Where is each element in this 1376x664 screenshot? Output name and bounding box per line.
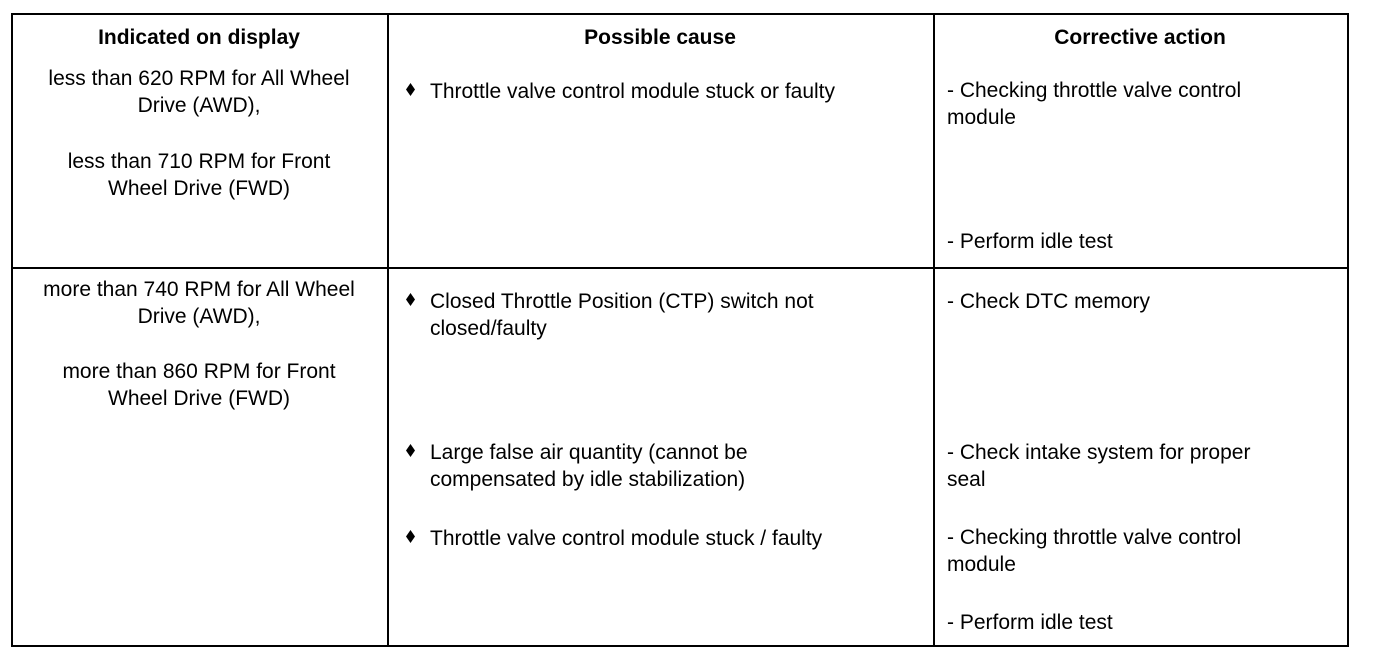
row2-action-3-line2: module bbox=[947, 553, 1016, 576]
row2-indicated-fwd-line1: more than 860 RPM for Front bbox=[62, 360, 336, 383]
row1-action-2: - Perform idle test bbox=[947, 230, 1113, 253]
row2-action-2-line1: - Check intake system for proper bbox=[947, 441, 1251, 464]
row2-cause-2-line1: Large false air quantity (cannot be bbox=[430, 441, 748, 464]
column-divider-2 bbox=[933, 15, 935, 645]
diamond-bullet-icon bbox=[406, 293, 415, 306]
row1-indicated-fwd-line1: less than 710 RPM for Front bbox=[67, 150, 331, 173]
row1-action-1-line1: - Checking throttle valve control bbox=[947, 79, 1242, 102]
row2-cause-1-line1: Closed Throttle Position (CTP) switch not bbox=[430, 290, 814, 313]
row2-indicated-fwd-line2: Wheel Drive (FWD) bbox=[108, 387, 290, 410]
row1-indicated-awd-line1: less than 620 RPM for All Wheel bbox=[48, 67, 350, 90]
row2-cause-1-line2: closed/faulty bbox=[430, 317, 547, 340]
row1-cause-1: Throttle valve control module stuck or faulty bbox=[430, 80, 836, 103]
header-indicated-on-display: Indicated on display bbox=[98, 26, 300, 49]
diamond-bullet-icon bbox=[406, 444, 415, 457]
row2-cause-2-line2: compensated by idle stabilization) bbox=[430, 468, 746, 491]
row-divider bbox=[13, 267, 1347, 269]
row1-indicated-fwd-line2: Wheel Drive (FWD) bbox=[108, 177, 290, 200]
diamond-bullet-icon bbox=[406, 530, 415, 543]
row1-action-1-line2: module bbox=[947, 106, 1016, 129]
row2-action-4: - Perform idle test bbox=[947, 611, 1113, 634]
row2-action-2-line2: seal bbox=[947, 468, 986, 491]
row2-action-3-line1: - Checking throttle valve control bbox=[947, 526, 1242, 549]
row2-cause-3: Throttle valve control module stuck / faulty bbox=[430, 527, 823, 550]
row2-indicated-awd-line2: Drive (AWD), bbox=[137, 305, 261, 328]
row2-indicated-awd-line1: more than 740 RPM for All Wheel bbox=[43, 278, 355, 301]
row2-action-1: - Check DTC memory bbox=[947, 290, 1151, 313]
diamond-bullet-icon bbox=[406, 83, 415, 96]
column-divider-1 bbox=[387, 15, 389, 645]
row1-indicated-awd-line2: Drive (AWD), bbox=[137, 94, 261, 117]
header-corrective-action: Corrective action bbox=[1054, 26, 1226, 49]
header-possible-cause: Possible cause bbox=[584, 26, 736, 49]
